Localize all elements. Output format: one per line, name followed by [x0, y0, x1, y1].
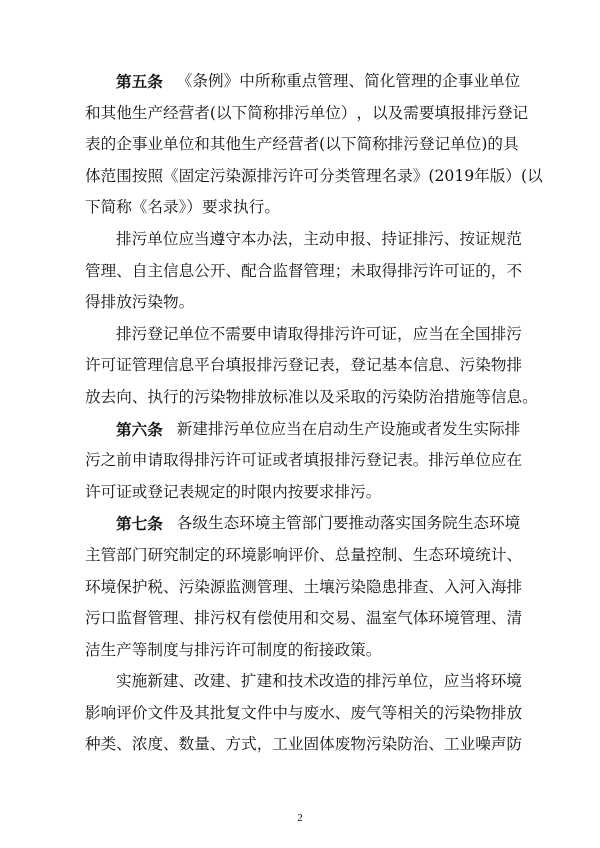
text-line: 排 污 单 位 应 当 遵 守 本 办 法 ， 主 动 申 报 、 持 证 排 污 、 按 证 规 范	[116, 229, 522, 248]
text-line: 表 的 企 事 业 单 位 和 其 他 生 产 经 营 者 ( 以 下 简 称 排 污 登 记 单 位 ) 的 具	[85, 135, 519, 154]
text-line: 主 管 部 门 研 究 制 定 的 环 境 影 响 评 价 、 总 量 控 制 、 生 态 环 境 统 计 、	[85, 545, 523, 564]
document-body	[85, 66, 543, 761]
page-number: 2	[297, 812, 303, 824]
text-line: 许 可 证 管 理 信 息 平 台 填 报 排 污 登 记 表 ， 登 记 基 本 信 息 、 污 染 物 排	[85, 356, 523, 375]
text-line	[85, 414, 521, 446]
text-line: 洁生产等制度与排污许可制度的衔接政策。	[85, 640, 382, 659]
text-line	[85, 508, 521, 540]
text-line: 排 污 登 记 单 位 不 需 要 申 请 取 得 排 污 许 可 证 ， 应 当 在 全 国 排 污	[116, 324, 522, 343]
text-line: 许可证或登记表规定的时限内按要求排污。	[85, 482, 382, 501]
text-line: 放 去 向 、 执 行 的 污 染 物 排 放 标 准 以 及 采 取 的 污 染 防 治 措 施 等 信 息 。	[85, 387, 538, 406]
text-line: 和 其 他 生 产 经 营 者 ( 以 下 简 称 排 污 单 位 ） ， 以 及 需 要 填 报 排 污 登 记	[85, 103, 529, 122]
text-line: 污 之 前 申 请 取 得 排 污 许 可 证 或 者 填 报 排 污 登 记 表 。 排 污 单 位 应 在	[85, 451, 523, 470]
text-line: 环 境 保 护 税 、 污 染 源 监 测 管 理 、 土 壤 污 染 隐 患 排 查 、 入 河 入 海 排	[85, 577, 523, 596]
text-line: 影 响 评 价 文 件 及 其 批 复 文 件 中 与 废 水 、 废 气 等 相 关 的 污 染 物 排 放	[85, 703, 523, 722]
text-line	[85, 66, 521, 98]
text-line: 下简称《名录》）要求执行。	[85, 198, 280, 217]
text-line: 污 口 监 督 管 理 、 排 污 权 有 偿 使 用 和 交 易 、 温 室 气 体 环 境 管 理 、 清	[85, 609, 523, 628]
article-heading: 第五条	[116, 72, 163, 91]
line-text: 各 级 生 态 环 境 主 管 部 门 要 推 动 落 实 国 务 院 生 态 环 境	[176, 514, 521, 533]
article-heading: 第七条	[116, 514, 163, 534]
line-text: 《 条 例 》 中 所 称 重 点 管 理 、 简 化 管 理 的 企 事 业 单 位	[176, 72, 521, 90]
text-line: 体 范 围 按 照 《 固 定 污 染 源 排 污 许 可 分 类 管 理 名 录 》 ( 2 0 1 9 年 版 ） ( 以	[85, 166, 543, 185]
text-line: 实 施 新 建 、 改 建 、 扩 建 和 技 术 改 造 的 排 污 单 位 ， 应 当 将 环 境	[116, 672, 522, 691]
text-line: 种 类 、 浓 度 、 数 量 、 方 式 ， 工 业 固 体 废 物 污 染 防 治 、 工 业 噪 声 防	[85, 735, 523, 754]
line-text: 新 建 排 污 单 位 应 当 在 启 动 生 产 设 施 或 者 发 生 实 际 排	[176, 419, 521, 438]
text-line: 管 理 、 自 主 信 息 公 开 、 配 合 监 督 管 理 ； 未 取 得 排 污 许 可 证 的 ， 不	[85, 261, 523, 280]
article-heading: 第六条	[116, 419, 163, 439]
text-line: 得排放污染物。	[85, 293, 195, 312]
